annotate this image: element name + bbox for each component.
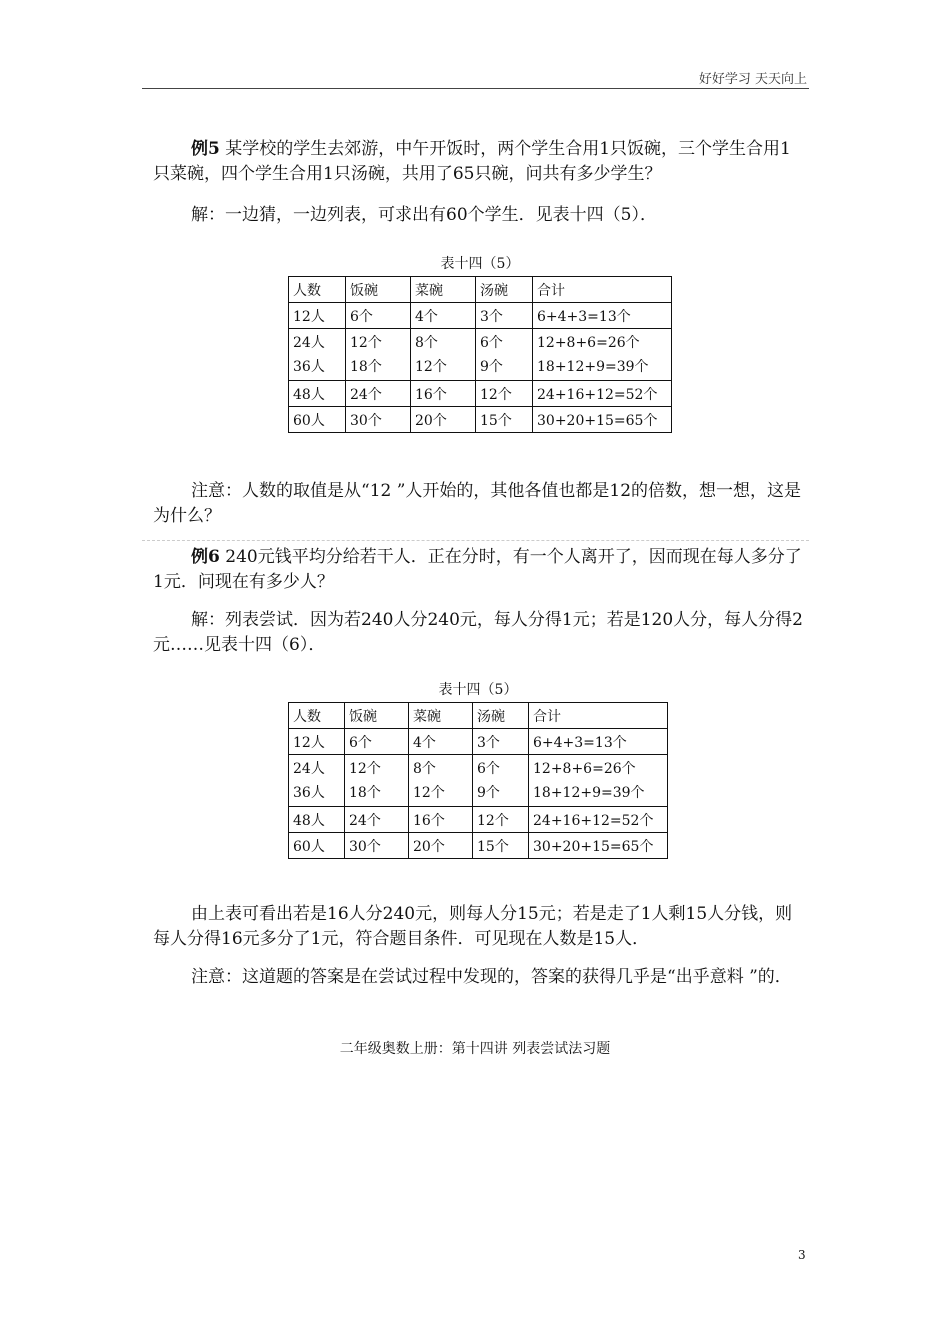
table-cell: 30+20+15=65个	[533, 407, 672, 433]
table-header-cell: 汤碗	[473, 703, 529, 729]
table-row	[289, 807, 668, 833]
table-cell: 15个	[473, 833, 529, 859]
table-cell: 12个 18个	[345, 755, 409, 807]
table-cell: 12人	[289, 729, 345, 755]
table-cell: 6+4+3=13个	[529, 729, 668, 755]
example6-solution: 解：列表尝试．因为若240人分240元，每人分得1元；若是120人分，每人分得2元……见表十四（6）．	[153, 610, 803, 655]
table-cell: 4个	[409, 729, 473, 755]
table-cell: 8个 12个	[411, 329, 476, 381]
table-cell: 15个	[476, 407, 533, 433]
example5-question	[153, 137, 803, 187]
table-cell: 12个	[473, 807, 529, 833]
example6-note: 注意：这道题的答案是在尝试过程中发现的，答案的获得几乎是“出乎意料 ”的．	[191, 967, 792, 987]
example6-question-text: 240元钱平均分给若干人．正在分时，有一个人离开了，因而现在每人多分了1元．问现在有多少人？	[153, 547, 802, 592]
table-cell: 12个 18个	[346, 329, 411, 381]
table-cell: 12+8+6=26个 18+12+9=39个	[529, 755, 668, 807]
table-cell: 24+16+12=52个	[529, 807, 668, 833]
table-cell: 12人	[289, 303, 346, 329]
table-header-cell: 汤碗	[476, 277, 533, 303]
table-cell: 12个	[476, 381, 533, 407]
table-row	[289, 729, 668, 755]
table-cell: 60人	[289, 833, 345, 859]
table-row	[289, 833, 668, 859]
table-header-cell: 人数	[289, 703, 345, 729]
table-cell: 48人	[289, 807, 345, 833]
table-header-row	[289, 703, 668, 729]
footer-title: 二年级奥数上册：第十四讲 列表尝试法习题	[339, 1041, 611, 1057]
table-cell: 16个	[411, 381, 476, 407]
table-cell: 30个	[345, 833, 409, 859]
page-number: 3	[798, 1248, 806, 1262]
table-cell: 6个	[345, 729, 409, 755]
header-motto: 好好学习 天天向上	[698, 72, 807, 87]
table6-caption: 表十四（5）	[438, 682, 518, 698]
table5	[288, 276, 672, 433]
table-header-cell: 合计	[529, 703, 668, 729]
table-cell: 24个	[346, 381, 411, 407]
table-header-cell: 人数	[289, 277, 346, 303]
table-cell: 24+16+12=52个	[533, 381, 672, 407]
example5-solution: 解：一边猜，一边列表，可求出有60个学生．见表十四（5）．	[191, 205, 657, 225]
table-row	[289, 755, 668, 807]
table-cell: 30+20+15=65个	[529, 833, 668, 859]
table-cell: 6个 9个	[476, 329, 533, 381]
table-cell: 24个	[345, 807, 409, 833]
table-cell: 4个	[411, 303, 476, 329]
table-header-cell: 合计	[533, 277, 672, 303]
table-cell: 30个	[346, 407, 411, 433]
example6-question	[153, 545, 803, 595]
table6	[288, 702, 668, 859]
table-header-row	[289, 277, 672, 303]
table-header-cell: 饭碗	[346, 277, 411, 303]
example5-label: 例5	[191, 139, 220, 159]
table-cell: 12+8+6=26个 18+12+9=39个	[533, 329, 672, 381]
example5-question-text: 某学校的学生去郊游，中午开饭时，两个学生合用1只饭碗，三个学生合用1只菜碗，四个学生合用1只汤碗，共用了65只碗，问共有多少学生？	[153, 139, 791, 184]
table-cell: 3个	[473, 729, 529, 755]
example5-note: 注意：人数的取值是从“12 ”人开始的，其他各值也都是12的倍数，想一想，这是为什么？	[153, 481, 802, 526]
table-header-cell: 饭碗	[345, 703, 409, 729]
table-row	[289, 407, 672, 433]
table-cell: 24人 36人	[289, 329, 346, 381]
example6-conclusion: 由上表可看出若是16人分240元，则每人分15元；若是走了1人剩15人分钱，则每人分得16元多分了1元，符合题目条件．可见现在人数是15人．	[153, 904, 793, 949]
table-cell: 6+4+3=13个	[533, 303, 672, 329]
table-header-cell: 菜碗	[411, 277, 476, 303]
table-cell: 24人 36人	[289, 755, 345, 807]
table-row	[289, 381, 672, 407]
section-separator	[142, 540, 809, 541]
header-divider	[142, 88, 809, 89]
table-cell: 3个	[476, 303, 533, 329]
table-cell: 6个 9个	[473, 755, 529, 807]
table-cell: 60人	[289, 407, 346, 433]
table-row	[289, 329, 672, 381]
table-cell: 20个	[409, 833, 473, 859]
table-cell: 48人	[289, 381, 346, 407]
table-row	[289, 303, 672, 329]
table-cell: 6个	[346, 303, 411, 329]
table-cell: 8个 12个	[409, 755, 473, 807]
table5-caption: 表十四（5）	[440, 256, 520, 272]
example6-label: 例6	[191, 547, 220, 567]
table-cell: 20个	[411, 407, 476, 433]
table-header-cell: 菜碗	[409, 703, 473, 729]
table-cell: 16个	[409, 807, 473, 833]
